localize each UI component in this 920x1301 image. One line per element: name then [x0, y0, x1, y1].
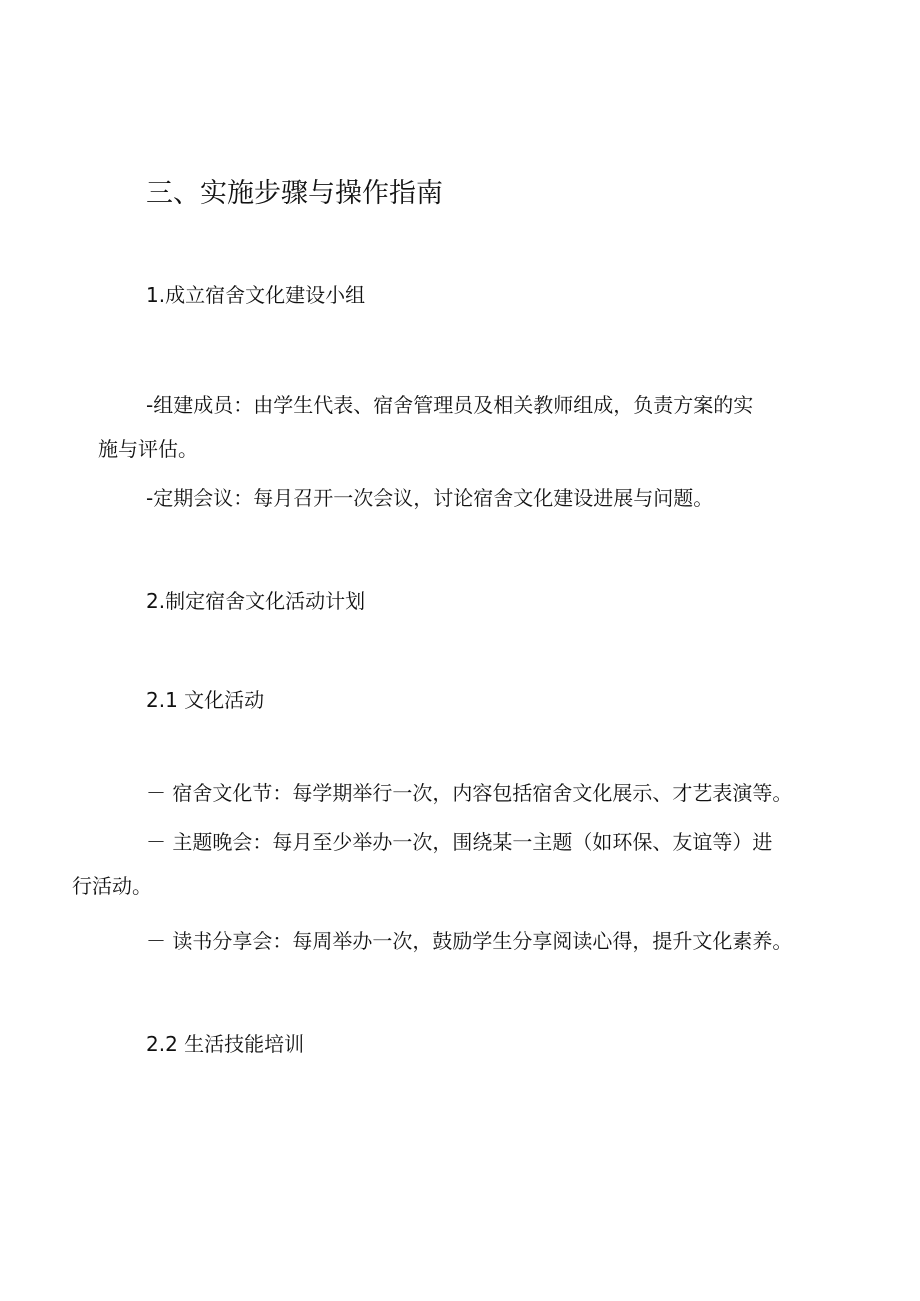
sub1-bullet-1: － 宿舍文化节：每学期举行一次，内容包括宿舍文化展示、才艺表演等。 — [146, 781, 793, 805]
item2-title: 2.制定宿舍文化活动计划 — [146, 589, 366, 613]
item1-bullet-1-line2: 施与评估。 — [98, 437, 198, 461]
sub1-bullet-2-line1: － 主题晚会：每月至少举办一次，围绕某一主题（如环保、友谊等）进 — [146, 830, 773, 854]
sub1-bullet-3: － 读书分享会：每周举办一次，鼓励学生分享阅读心得，提升文化素养。 — [146, 929, 793, 953]
item1-title: 1.成立宿舍文化建设小组 — [146, 283, 366, 307]
sub1-bullet-2 — [72, 820, 773, 908]
item2-sub1-title: 2.1 文化活动 — [146, 688, 265, 712]
item2-sub2-title: 2.2 生活技能培训 — [146, 1032, 305, 1056]
item1-bullet-1-line1: -组建成员：由学生代表、宿舍管理员及相关教师组成，负责方案的实 — [146, 393, 754, 417]
item1-bullet-1 — [98, 383, 754, 471]
item1-bullet-2: -定期会议：每月召开一次会议，讨论宿舍文化建设进展与问题。 — [146, 486, 714, 510]
section-heading: 三、实施步骤与操作指南 — [146, 178, 443, 209]
sub1-bullet-2-line2: 行活动。 — [72, 874, 152, 898]
